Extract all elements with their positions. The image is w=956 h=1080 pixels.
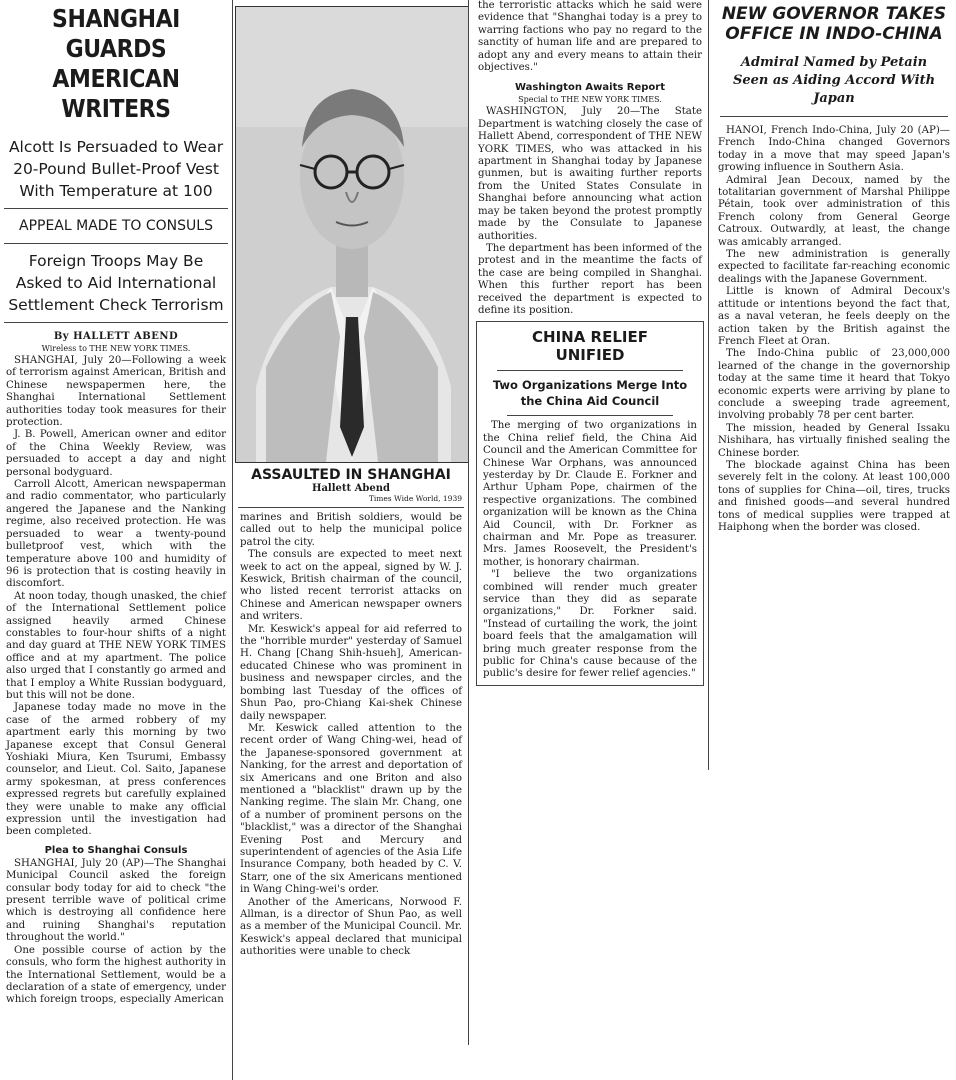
photo-caption: ASSAULTED IN SHANGHAI — [251, 467, 451, 483]
divider — [507, 415, 673, 416]
china-relief-box — [476, 321, 704, 686]
subhead-washington: Washington Awaits Report — [514, 82, 666, 94]
paragraph: The blockade against China has been severely felt in the colony. At least 100,000 tons of supplies for China—oil, tires, trucks and finished goods—and several hundred tons of medical supplies were trapped at Haiphong when the border was closed. — [718, 459, 950, 533]
wire-credit: Special to THE NEW YORK TIMES. — [518, 95, 662, 105]
photo-credit: Times Wide World, 1939 — [368, 494, 462, 503]
paragraph: "I believe the two organizations combined will render much greater service than they did as separate organizations," Dr. Forkner said. "Instead of curtailing the work, the joint board feels that the amalgamation will bring much greater response from the public for China's cause because of the public's desire for fewer relief agencies." — [483, 569, 697, 680]
article-indo-china — [712, 0, 956, 706]
portrait-photo — [235, 6, 469, 463]
paragraph: HANOI, French Indo-China, July 20 (AP)—French Indo-China changed Governors today in a move that may speed Japan's growing influence in Southern Asia. — [718, 125, 950, 174]
paragraph: Another of the Americans, Norwood F. Allman, is a director of Shun Pao, as well as a member of the Municipal Council. Mr. Keswick's appeal declared that municipal authorities were unable to check — [240, 896, 462, 958]
deck-appeal-consuls: APPEAL MADE TO CONSULS — [4, 209, 228, 244]
paragraph: Mr. Keswick's appeal for aid referred to the "horrible murder" yesterday of Samuel H. Chang [Chang Shih-hsueh], American-educated Chinese who was prominent in business and newspaper circles, and the bombing last Tuesday of the offices of Shun Pao, pro-Chiang Kai-shek Chinese daily newspaper. — [240, 623, 462, 722]
paragraph: At noon today, though unasked, the chief of the International Settlement police assigned heavily armed Chinese constables to four-hour shifts of a night and day guard at THE NEW YORK TIMES office and at my apartment. The police also urged that I constantly go armed and that I employ a White Russian bodyguard, but this will not be done. — [6, 590, 226, 701]
paragraph: The consuls are expected to meet next week to act on the appeal, signed by W. J. Keswick, British chairman of the council, who listed recent terrorist attacks on Chinese and American newspaper owners and writers. — [240, 549, 462, 623]
paragraph: The merging of two organizations in the China relief field, the China Aid Council and the American Committee for Chinese War Orphans, was announced yesterday by Dr. Claude E. Forkner and Arthur Upham Pope, chairmen of the respective organizations. The combined organization will be known as the China Aid Council, with Dr. Forkner as chairman and Mr. Pope as treasurer. Mrs. James Roosevelt, the President's mother, is honorary chairman. — [483, 420, 697, 568]
paragraph: Little is known of Admiral Decoux's attitude or intentions beyond the fact that, as a naval veteran, he feels deeply on the action taken by the British against the French Fleet at Oran. — [718, 286, 950, 347]
paragraph: WASHINGTON, July 20—The State Department is watching closely the case of Hallett Abend, correspondent of THE NEW YORK TIMES, who was attacked in his apartment in Shanghai today by Japanese gunmen, but is awaiting further reports from the United States Consulate in Shanghai before announcing what action may be taken beyond the protest promptly made by the Consulate to Japanese authorities. — [478, 106, 702, 242]
paragraph: J. B. Powell, American owner and editor of the China Weekly Review, was persuaded to accept a day and night personal bodyguard. — [6, 429, 226, 478]
paragraph: One possible course of action by the consuls, who form the highest authority in the International Settlement, would be a declaration of a state of emergency, under which foreign troops, especially American — [6, 944, 226, 1006]
paragraph: The department has been informed of the protest and in the meantime the facts of the case are being compiled in Shanghai. When this further report has been received the department is expected to define its position. — [478, 242, 702, 316]
divider — [238, 507, 464, 508]
deck-foreign-troops: Foreign Troops May Be Asked to Aid International Settlement Check Terrorism — [4, 244, 228, 323]
deck-alcott-vest: Alcott Is Persuaded to Wear 20-Pound Bullet-Proof Vest With Temperature at 100 — [4, 130, 228, 209]
paragraph: The new administration is generally expected to facilitate far-reaching economic dealings with the Japanese Government. — [718, 249, 950, 285]
paragraph: Mr. Keswick called attention to the recent order of Wang Ching-wei, head of the Japanese-sponsored government at Nanking, for the arrest and deportation of six Americans and one Briton and also mentioned a "blacklist" drawn up by the Nanking regime. The slain Mr. Chang, one of a number of prominent persons on the "blacklist," was a director of the Shanghai Evening Post and Mercury and superintendent of agencies of the Asia Life Insurance Company, both headed by C. V. Starr, one of the six Americans mentioned in Wang Ching-wei's order. — [240, 722, 462, 896]
paragraph: SHANGHAI, July 20 (AP)—The Shanghai Municipal Council asked the foreign consular body today for aid to check "the present terrible wave of political crime which is destroying all confidence here and ruining Shanghai's reputation throughout the world." — [6, 857, 226, 944]
paragraph: Japanese today made no move in the case of the armed robbery of my apartment early this morning by two Japanese except that Consul General Yoshiaki Miura, Ken Tsurumi, Embassy counselor, and Lieut. Col. Saito, Japanese army spokesman, at press conferences expressed regrets but carefully explained they were unable to make any official expression until the investigation had been completed. — [6, 702, 226, 838]
paragraph: marines and British soldiers, would be called out to help the municipal police patrol the city. — [240, 512, 462, 548]
paragraph: SHANGHAI, July 20—Following a week of terrorism against American, British and Chinese newspapermen here, the Shanghai International Settlement authorities today took measures for their protection. — [6, 355, 226, 429]
article-shanghai-guards — [0, 0, 233, 1080]
byline: By HALLETT ABEND — [53, 331, 179, 342]
headline-shanghai-guards: SHANGHAI GUARDS AMERICAN WRITERS — [52, 4, 180, 123]
portrait-illustration — [236, 7, 468, 462]
paragraph: The Indo-China public of 23,000,000 learned of the change in the governorship today at the same time it heard that Tokyo economic experts were arriving by plane to conclude a sweeping trade agreement, involving probably 78 per cent barter. — [718, 348, 950, 422]
article-washington-relief — [472, 0, 709, 770]
article-continuation-photo — [234, 0, 469, 1045]
paragraph: Admiral Jean Decoux, named by the totalitarian government of Marshal Philippe Pétain, took over administration of this French colony from General George Catroux. Outwardly, at least, the change was amicably arranged. — [718, 174, 950, 248]
headline-china-relief: CHINA RELIEF UNIFIED — [497, 326, 683, 371]
wire-credit: Wireless to THE NEW YORK TIMES. — [41, 344, 191, 353]
photo-caption-name: Hallett Abend — [312, 483, 390, 494]
deck-admiral-named: Admiral Named by Petain Seen as Aiding Accord With Japan — [720, 48, 948, 117]
subhead-plea-consuls: Plea to Shanghai Consuls — [44, 844, 188, 856]
paragraph: Carroll Alcott, American newspaperman and radio commentator, who particularly angered the Japanese and the Nanking regime, also received protection. He was persuaded to wear a twenty-pound bulletproof vest, which with the temperature above 100 and humidity of 96 is protection that is costing heavily in discomfort. — [6, 479, 226, 590]
deck-china-aid: Two Organizations Merge Into the China Aid Council — [492, 378, 688, 409]
headline-new-governor: NEW GOVERNOR TAKES OFFICE IN INDO-CHINA — [721, 4, 947, 44]
paragraph: The mission, headed by General Issaku Nishihara, has virtually finished sealing the Chinese border. — [718, 422, 950, 459]
paragraph: the terroristic attacks which he said were evidence that "Shanghai today is a prey to warring factions who pay no regard to the sanctity of human life and are prepared to adopt any and every means to attain their objectives." — [478, 0, 702, 74]
